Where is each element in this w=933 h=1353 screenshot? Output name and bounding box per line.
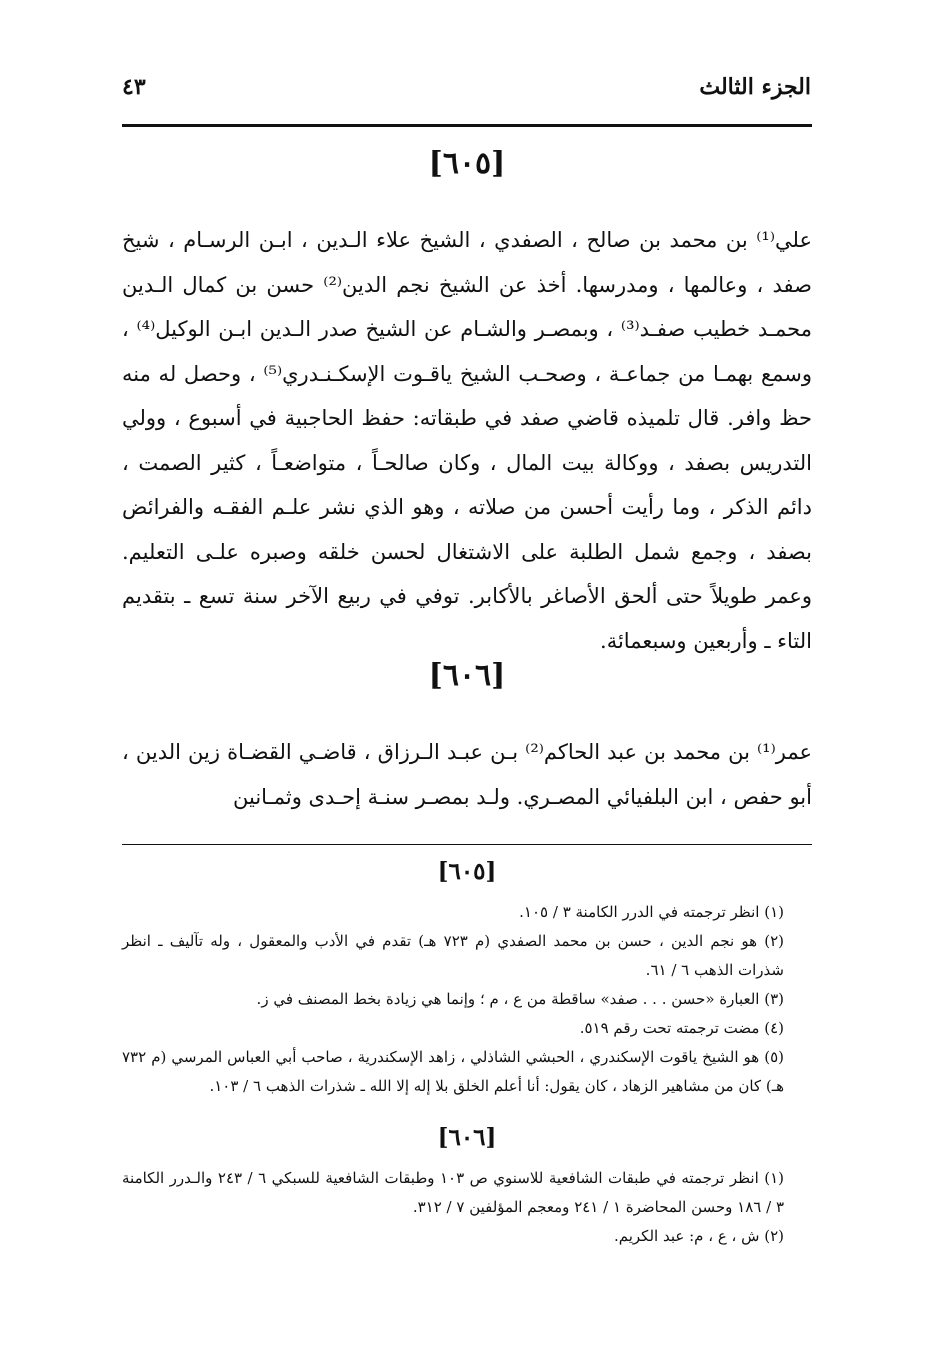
footnote-rule [122,844,812,845]
footnotes-606 [122,1164,812,1251]
entry-606-number: [٦٠٦] [428,658,506,693]
running-title: الجزء الثالث [699,74,811,100]
footnote-606-2: (٢) ش ، ع ، م: عبد الكريم. [613,1227,784,1245]
footnote-605-4: (٤) مضت ترجمته تحت رقم ٥١٩. [579,1019,784,1037]
running-header [122,74,811,114]
footnote-606-1: (١) انظر ترجمته في طبقات الشافعية للاسنوي ص ١٠٣ وطبقات الشافعية للسبكي ٦ / ٢٤٣ والـدرر الكامنة ٣ / ١٨٦ وحسن المحاضرة ١ / ٢٤١ ومعجم المؤلفين ٧ / ٣١٢. [122,1169,784,1216]
header-rule [122,124,812,127]
entry-605-text: علي⁽¹⁾ بن محمد بن صالح ، الصفدي ، الشيخ علاء الـدين ، ابـن الرسـام ، شيخ صفد ، وعالمها ، ومدرسها. أخذ عن الشيخ نجم الدين⁽²⁾ حسن بن كمال الـدين محمـد خطيب صفـد⁽³⁾ ، وبمصـر والشـام عن الشيخ صدر الـدين ابـن الوكيل⁽⁴⁾ ، وسمع بهمـا من جماعـة ، وصحـب الشيخ ياقـوت الإسكـنـدري⁽⁵⁾ ، وحصل له منه حظ وافر. قال تلميذه قاضي صفد في طبقاته: حفظ الحاجبية في أسبوع ، وولي التدريس بصفد ، ووكالة بيت المال ، وكان صالحـاً ، متواضعـاً ، كثير الصمت ، دائم الذكر ، وما رأيت أحسن من صلاته ، وهو الذي نشر علـم الفقـه والفرائض بصفد ، وجمع شمل الطلبة على الاشتغال لحسن خلقه وصبره علـى التعليم. وعمر طويلاً حتى ألحق الأصاغر بالأكابر. توفي في ربيع الآخر سنة تسع ـ بتقديم التاء ـ وأربعين وسبعمائة. [122,228,812,653]
footnote-605-5: (٥) هو الشيخ ياقوت الإسكندري ، الحبشي الشاذلي ، زاهد الإسكندرية ، صاحب أبي العباس المرسي (م ٧٣٢ هـ) كان من مشاهير الزهاد ، كان يقول: أنا أعلم الخلق بلا إله إلا الله ـ شذرات الذهب ٦ / ١٠٣. [122,1048,784,1095]
page-number: ٤٣ [122,74,146,100]
footnotes-605 [122,898,812,1101]
footnote-605-3: (٣) العبارة «حسن . . . صفد» ساقطة من ع ، م ؛ وإنما هي زيادة بخط المصنف في ز. [256,990,784,1008]
footnotes-606-number: [٦٠٦] [437,1124,497,1151]
entry-605-number: [٦٠٥] [428,146,506,181]
footnote-605-2: (٢) هو نجم الدين ، حسن بن محمد الصفدي (م ٧٢٣ هـ) تقدم في الأدب والمعقول ، وله تآليف ـ انظر شذرات الذهب ٦ / ٦١. [122,932,784,979]
entry-606-text: عمر⁽¹⁾ بن محمد بن عبد الحاكم⁽²⁾ بـن عبـد الـرزاق ، قاضـي القضـاة زين الدين ، أبو حفص ، ابن البلفيائي المصـري. ولـد بمصـر سنـة إحـدى وثمـانين [122,740,812,809]
footnotes-605-number: [٦٠٥] [437,858,497,885]
footnote-605-1: (١) انظر ترجمته في الدرر الكامنة ٣ / ١٠٥. [519,903,784,921]
